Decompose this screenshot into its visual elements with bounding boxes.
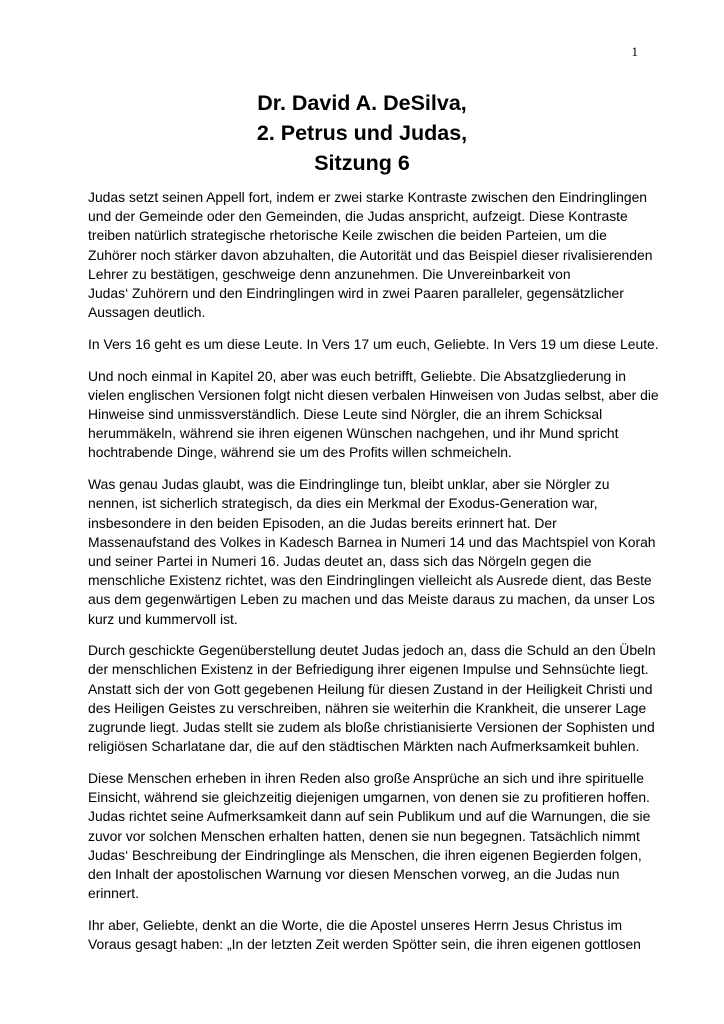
paragraph <box>88 769 651 903</box>
text-line: Durch geschickte Gegenüberstellung deutet Judas jedoch an, dass die Schuld an den Übeln <box>88 642 656 659</box>
paragraph <box>88 641 656 756</box>
text-line: Zuhörer noch stärker davon abzuhalten, die Autorität und das Beispiel dieser rivalisierenden <box>88 246 653 263</box>
text-line: aus dem gegenwärtigen Leben zu machen und das Meiste daraus zu machen, da unser Los <box>88 591 655 608</box>
text-line: Diese Menschen erheben in ihren Reden also große Ansprüche an sich und ihre spirituelle <box>88 769 644 786</box>
text-line: kurz und kummervoll ist. <box>88 610 238 627</box>
text-line: Voraus gesagt haben: „In der letzten Zeit werden Spötter sein, die ihren eigenen gottlosen <box>88 936 641 953</box>
text-line: Judas setzt seinen Appell fort, indem er zwei starke Kontraste zwischen den Eindringlingen <box>88 189 648 205</box>
paragraph <box>88 475 656 629</box>
text-line: vielen englischen Versionen folgt nicht diesen verbalen Hinweisen von Judas selbst, aber die <box>88 386 659 403</box>
body-text <box>88 188 659 967</box>
text-line: Massenaufstand des Volkes in Kadesch Barnea in Numeri 14 und das Machtspiel von Korah <box>88 533 656 550</box>
title-line-author: Dr. David A. DeSilva, <box>257 91 467 115</box>
document-title <box>0 88 724 178</box>
page-number: 1 <box>631 44 638 59</box>
text-line: Und noch einmal in Kapitel 20, aber was euch betrifft, Geliebte. Die Absatzgliederung in <box>88 367 626 384</box>
text-line: Judas‘ Beschreibung der Eindringlinge als Menschen, die ihren eigenen Begierden folgen, <box>88 846 642 863</box>
paragraph <box>88 916 640 954</box>
text-line: Lehrer zu bestätigen, geschweige denn anzunehmen. Die Unvereinbarkeit von <box>88 265 571 282</box>
text-line: zuvor vor solchen Menschen erhalten hatten, denen sie nun begegnen. Tatsächlich nimmt <box>88 827 640 844</box>
text-line: Ihr aber, Geliebte, denkt an die Worte, die die Apostel unseres Herrn Jesus Christus im <box>88 916 623 933</box>
text-line: Judas‘ Zuhörern und den Eindringlingen wird in zwei Paaren paralleler, gegensätzlicher <box>88 285 624 302</box>
title-line-session: Sitzung 6 <box>314 151 410 175</box>
text-line: des Heiligen Geistes zu verschreiben, nähren sie weiterhin die Krankheit, die unserer Lage <box>88 699 647 716</box>
text-line: Was genau Judas glaubt, was die Eindringlinge tun, bleibt unklar, aber sie Nörgler zu <box>88 476 610 493</box>
text-line: Anstatt sich der von Gott gegebenen Heilung für diesen Zustand in der Heiligkeit Christi und <box>88 680 653 697</box>
text-line: insbesondere in den beiden Episoden, an die Judas bereits erinnert hat. Der <box>88 514 557 531</box>
text-line: herummäkeln, während sie ihren eigenen Wünschen nachgehen, und ihr Mund spricht <box>88 425 619 442</box>
text-line: den Inhalt der apostolischen Warnung vor diesen Menschen vorweg, an die Judas nun <box>88 866 620 882</box>
title-line-book: 2. Petrus und Judas, <box>256 121 468 145</box>
text-line: Judas richtet seine Aufmerksamkeit dann auf sein Publikum und auf die Warnungen, die sie <box>88 808 651 825</box>
paragraph <box>88 188 653 322</box>
text-line: Einsicht, während sie gleichzeitig diejenigen umgarnen, von denen sie zu profitieren hoffen. <box>88 789 650 806</box>
text-line: und der Gemeinde oder den Gemeinden, die Judas anspricht, aufzeigt. Diese Kontraste <box>88 208 628 225</box>
paragraph <box>88 367 659 463</box>
paragraph <box>88 335 659 354</box>
text-line: hochtrabende Dinge, während sie um des Profits willen schmeicheln. <box>88 444 512 461</box>
text-line: Aussagen deutlich. <box>88 304 206 321</box>
text-line: Hinweise sind unmissverständlich. Diese Leute sind Nörgler, die an ihrem Schicksal <box>88 406 603 423</box>
text-line: der menschlichen Existenz in der Befriedigung ihrer eigenen Impulse und Sehnsüchte liegt. <box>88 661 649 678</box>
text-line: treiben natürlich strategische rhetorische Keile zwischen die beiden Parteien, um die <box>88 227 607 244</box>
text-line: erinnert. <box>88 885 139 902</box>
text-line: religiösen Scharlatane dar, die auf den städtischen Märkten nach Aufmerksamkeit buhlen. <box>88 738 640 755</box>
text-line: In Vers 16 geht es um diese Leute. In Vers 17 um euch, Geliebte. In Vers 19 um diese Leute. <box>88 335 659 352</box>
text-line: menschliche Existenz richtet, was den Eindringlingen vielleicht als Ausrede dient, das Beste <box>88 572 652 589</box>
text-line: zugrunde liegt. Judas stellt sie zudem als bloße christianisierte Versionen der Sophisten und <box>88 719 655 736</box>
text-line: nennen, ist sicherlich strategisch, da dies ein Merkmal der Exodus-Generation war, <box>88 495 598 512</box>
text-line: und seiner Partei in Numeri 16. Judas deutet an, dass sich das Nörgeln gegen die <box>88 552 592 569</box>
